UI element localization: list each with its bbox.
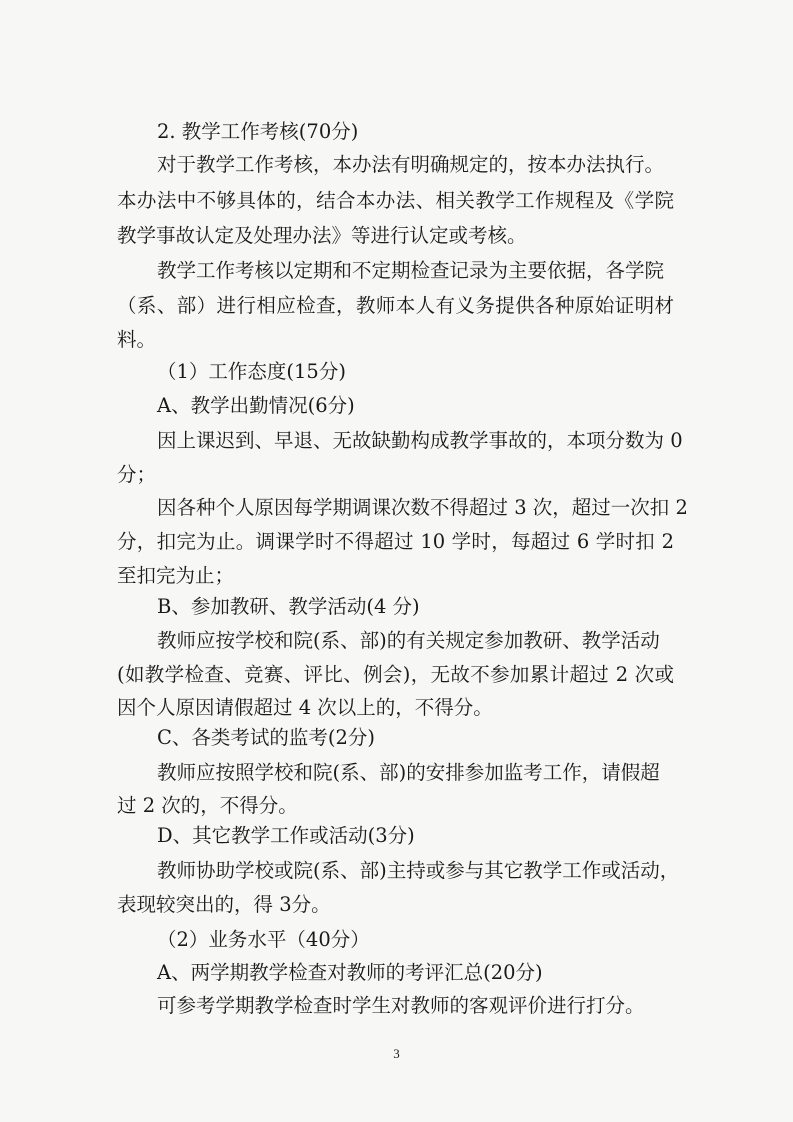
paragraph-line: 本办法中不够具体的，结合本办法、相关教学工作规程及《学院	[117, 189, 674, 212]
paragraph-line: （系、部）进行相应检查，教师本人有义务提供各种原始证明材	[117, 294, 674, 317]
paragraph-line: 过 2 次的，不得分。	[117, 794, 298, 817]
item-heading: B、参加教研、教学活动(4 分)	[157, 595, 420, 618]
paragraph-line: 至扣完为止；	[117, 564, 235, 587]
paragraph-line: 料。	[117, 328, 157, 351]
paragraph-line: 教学事故认定及处理办法》等进行认定或考核。	[117, 224, 527, 247]
paragraph-line: 因个人原因请假超过 4 次以上的，不得分。	[117, 696, 493, 719]
paragraph-line: 分，扣完为止。调课学时不得超过 10 学时，每超过 6 学时扣 2	[117, 530, 674, 553]
section-heading: 2. 教学工作考核(70分)	[157, 120, 359, 143]
page-number: 3	[393, 1046, 400, 1061]
paragraph-line: 表现较突出的，得 3分。	[117, 893, 331, 916]
paragraph-line: 因各种个人原因每学期调课次数不得超过 3 次，超过一次扣 2	[157, 496, 688, 519]
paragraph-line: 分；	[117, 463, 157, 486]
paragraph-line: 教师应按照学校和院(系、部)的安排参加监考工作，请假超	[157, 761, 660, 784]
paragraph-line: (如教学检查、竞赛、评比、例会)，无故不参加累计超过 2 次或	[117, 663, 674, 686]
item-heading: C、各类考试的监考(2分)	[157, 726, 376, 749]
paragraph-line: 可参考学期教学检查时学生对教师的客观评价进行打分。	[157, 994, 645, 1017]
subsection-heading: （2）业务水平（40分）	[157, 928, 370, 951]
paragraph-line: 教学工作考核以定期和不定期检查记录为主要依据，各学院	[157, 259, 665, 282]
paragraph-line: 对于教学工作考核，本办法有明确规定的，按本办法执行。	[157, 153, 665, 176]
item-heading: A、两学期教学检查对教师的考评汇总(20分)	[157, 961, 543, 984]
item-heading: D、其它教学工作或活动(3分)	[157, 824, 415, 847]
subsection-heading: （1）工作态度(15分)	[157, 360, 346, 383]
paragraph-line: 教师应按学校和院(系、部)的有关规定参加教研、教学活动	[157, 629, 660, 652]
item-heading: A、教学出勤情况(6分)	[157, 394, 355, 417]
paragraph-line: 因上课迟到、早退、无故缺勤构成教学事故的，本项分数为 0	[157, 429, 683, 452]
paragraph-line: 教师协助学校或院(系、部)主持或参与其它教学工作或活动，	[157, 859, 680, 882]
